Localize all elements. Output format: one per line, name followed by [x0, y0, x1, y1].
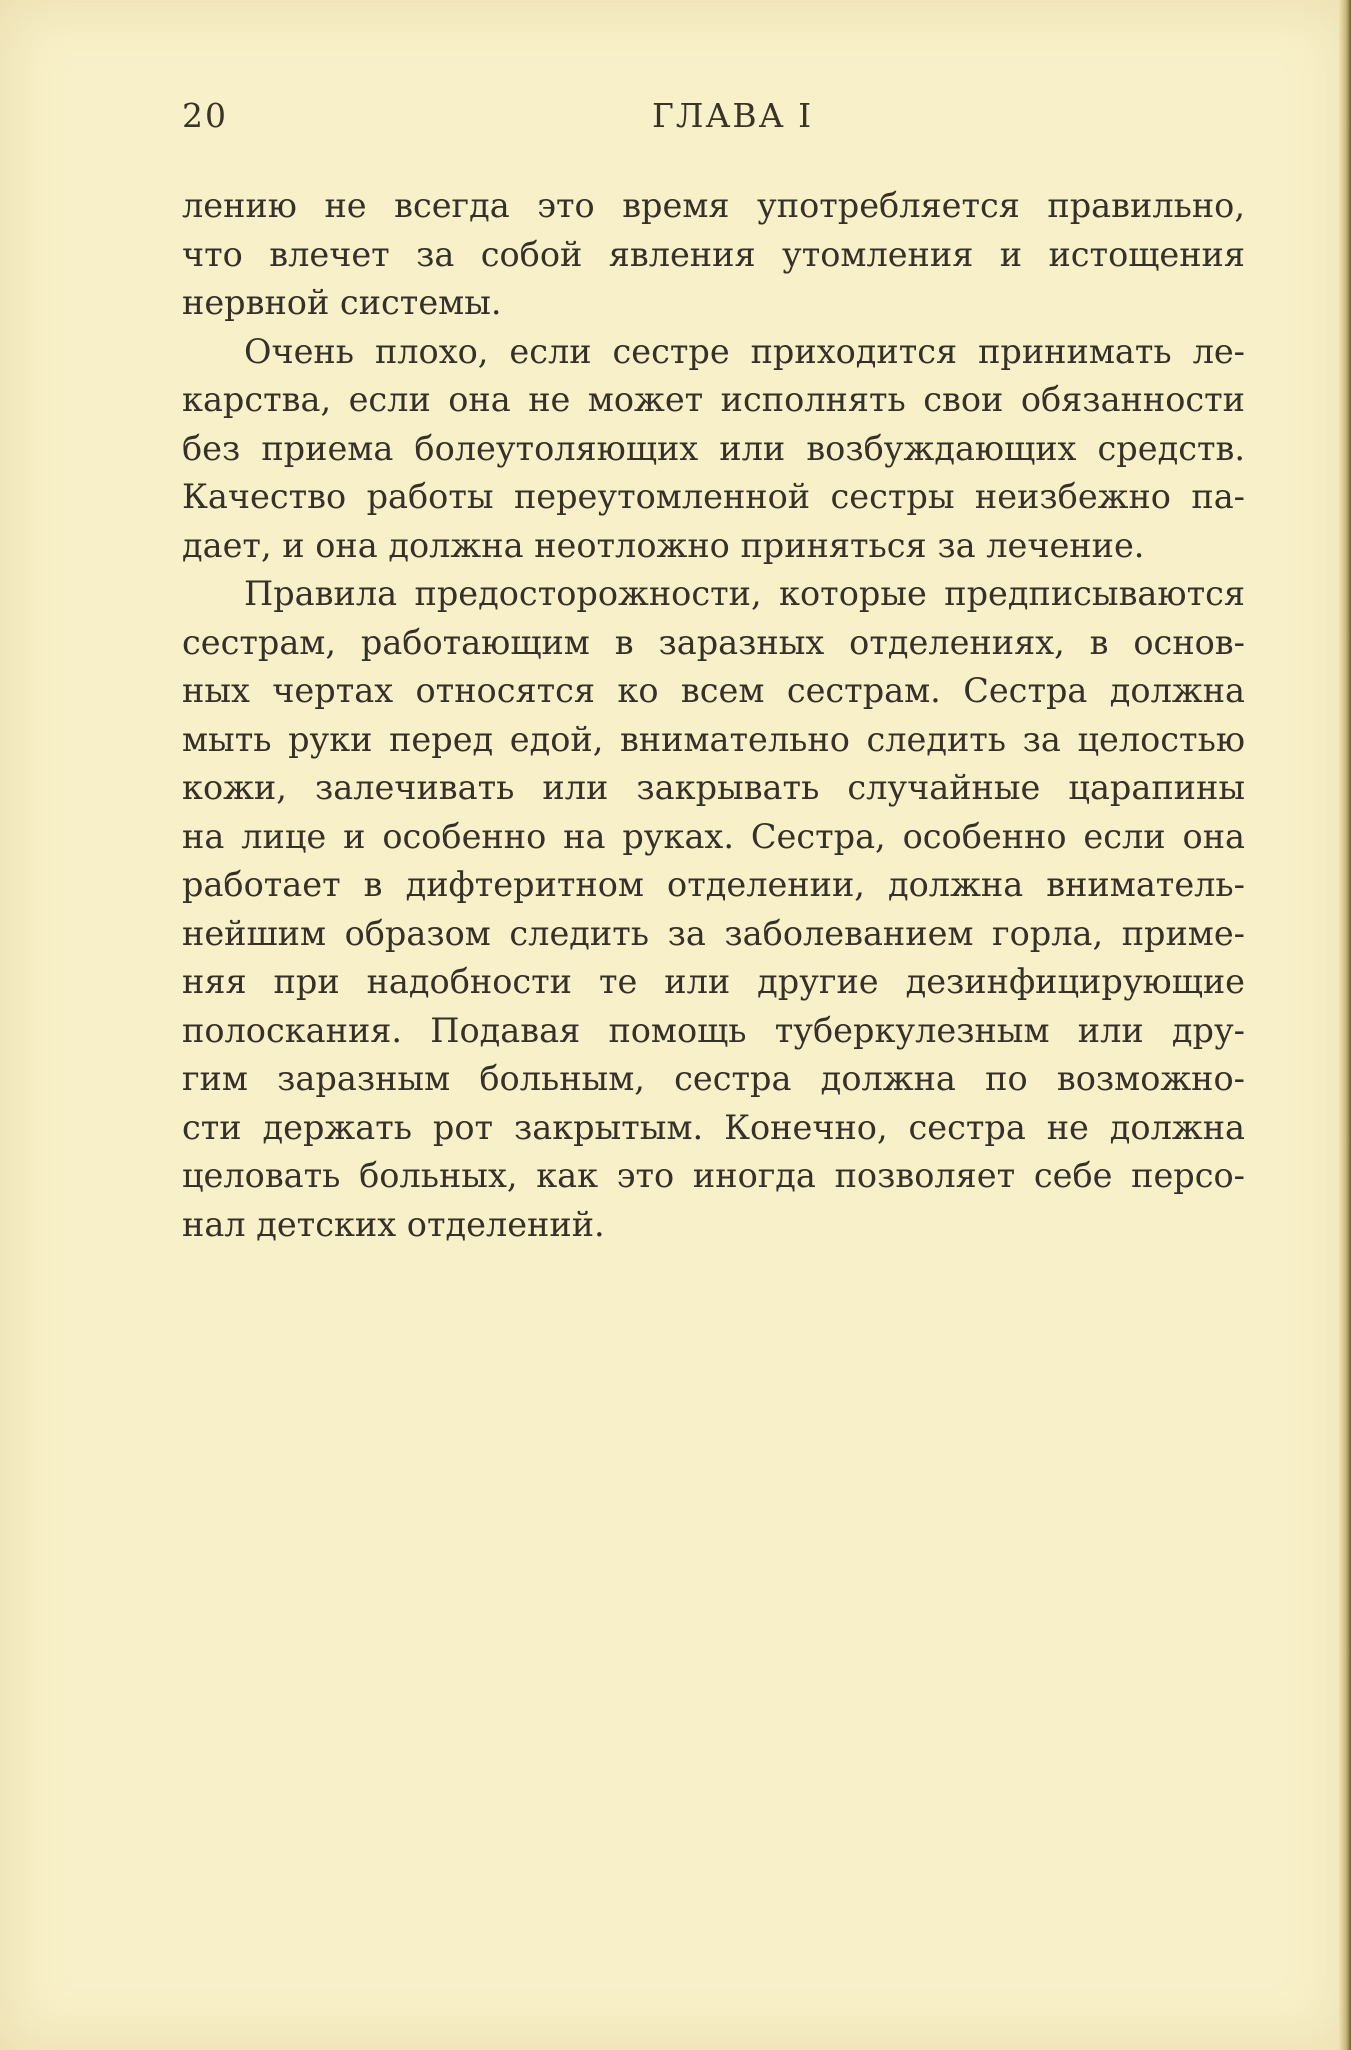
paragraph: [182, 182, 1245, 328]
chapter-title: ГЛАВА I: [652, 96, 814, 135]
text-line: мыть руки перед едой, внимательно следить за целостью: [182, 719, 1245, 759]
text-line: нал детских отделений.: [182, 1204, 605, 1244]
text-line: на лице и особенно на руках. Сестра, особенно если она: [182, 816, 1245, 856]
paragraph: [182, 570, 1245, 1249]
text-line: без приема болеутоляющих или возбуждающих средств.: [182, 428, 1245, 468]
text-line: что влечет за собой явления утомления и истощения: [182, 234, 1245, 274]
paragraph: [182, 328, 1245, 571]
text-line: сти держать рот закрытым. Конечно, сестра не должна: [182, 1107, 1245, 1147]
text-line: дает, и она должна неотложно приняться за лечение.: [182, 525, 1145, 565]
text-line: гим заразным больным, сестра должна по возможно-: [182, 1059, 1245, 1098]
text-line: работает в дифтеритном отделении, должна вниматель-: [182, 865, 1245, 904]
text-line: Качество работы переутомленной сестры неизбежно па-: [182, 477, 1245, 516]
text-line: няя при надобности те или другие дезинфицирующие: [182, 962, 1245, 1001]
running-header: [182, 96, 1245, 146]
page-edge: [1339, 0, 1351, 2050]
text-line: лению не всегда это время употребляется правильно,: [182, 186, 1245, 225]
text-line: Очень плохо, если сестре приходится принимать ле-: [244, 331, 1245, 371]
text-line: кожи, залечивать или закрывать случайные царапины: [182, 768, 1245, 807]
text-line: целовать больных, как это иногда позволяет себе персо-: [182, 1156, 1245, 1195]
text-line: полоскания. Подавая помощь туберкулезным или дру-: [182, 1010, 1245, 1050]
body-text: [182, 182, 1245, 1249]
text-line: сестрам, работающим в заразных отделениях, в основ-: [182, 622, 1245, 662]
text-line: нейшим образом следить за заболеванием горла, приме-: [182, 913, 1245, 953]
text-line: нервной системы.: [182, 283, 502, 322]
page-number: 20: [182, 96, 228, 135]
text-line: карства, если она не может исполнять свои обязанности: [182, 380, 1245, 419]
text-line: Правила предосторожности, которые предписываются: [244, 574, 1245, 613]
text-line: ных чертах относятся ко всем сестрам. Сестра должна: [182, 671, 1245, 710]
